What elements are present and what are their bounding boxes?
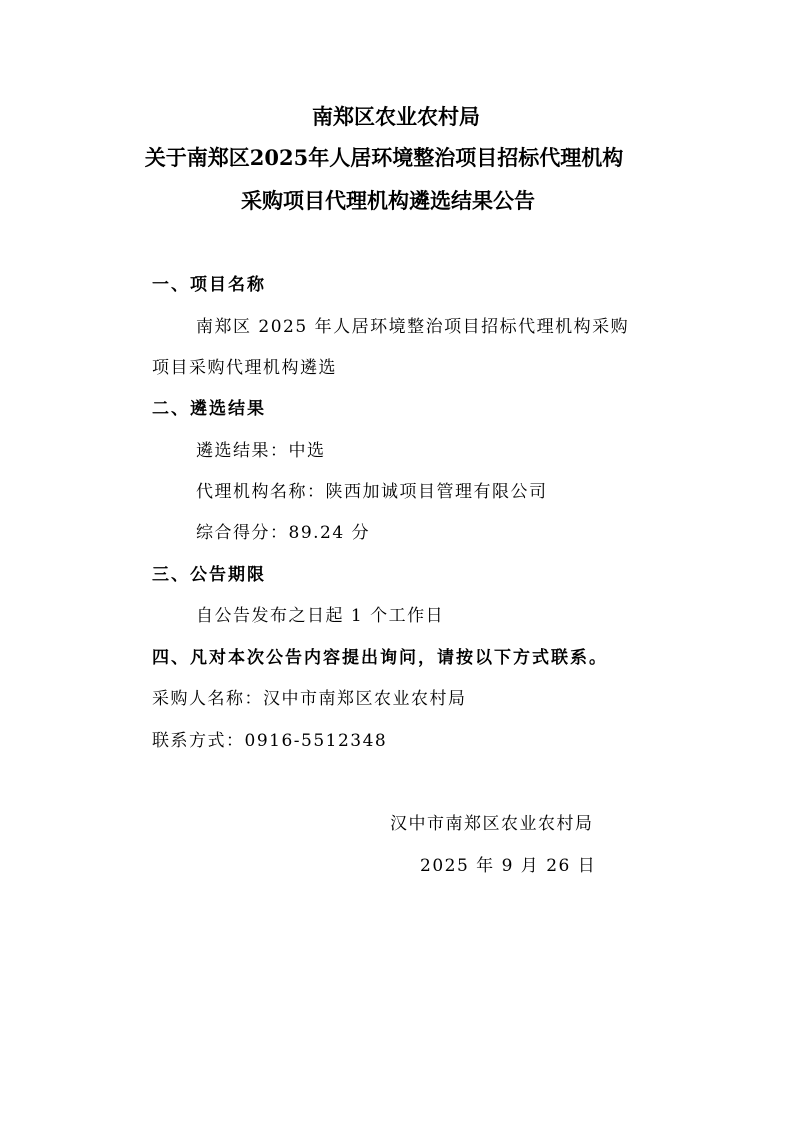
notice-period: 自公告发布之日起 1 个工作日 <box>196 606 445 626</box>
section1-heading: 一、项目名称 <box>152 275 266 295</box>
project-name-line1: 南郑区 2025 年人居环境整治项目招标代理机构采购 <box>196 317 630 337</box>
purchaser-name: 采购人名称：汉中市南郑区农业农村局 <box>152 689 467 709</box>
document-title-line1: 南郑区农业农村局 <box>312 104 480 129</box>
selection-result: 遴选结果：中选 <box>196 441 326 461</box>
project-name-line2: 项目采购代理机构遴选 <box>152 358 337 378</box>
signature-org: 汉中市南郑区农业农村局 <box>390 814 594 834</box>
overall-score: 综合得分：89.24 分 <box>196 523 371 543</box>
document-title-line3: 采购项目代理机构遴选结果公告 <box>241 188 535 213</box>
signature-date: 2025 年 9 月 26 日 <box>420 856 597 876</box>
document-title-line2: 关于南郑区2025年人居环境整治项目招标代理机构 <box>144 145 624 170</box>
section4-heading: 四、凡对本次公告内容提出询问，请按以下方式联系。 <box>152 648 608 668</box>
section2-heading: 二、遴选结果 <box>152 399 266 419</box>
contact-info: 联系方式：0916-5512348 <box>152 731 388 751</box>
agency-name: 代理机构名称：陕西加诚项目管理有限公司 <box>196 482 548 502</box>
section3-heading: 三、公告期限 <box>152 565 266 585</box>
